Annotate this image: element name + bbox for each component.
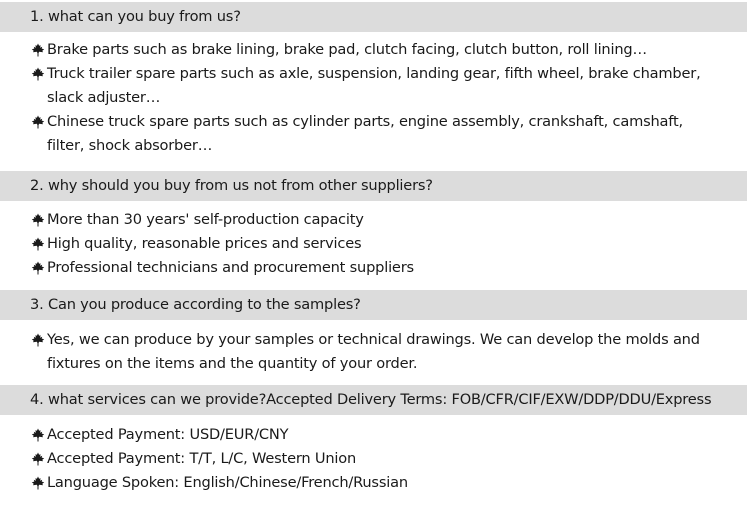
maple-leaf-icon bbox=[31, 67, 45, 81]
faq-question-1: 1. what can you buy from us? bbox=[0, 2, 747, 32]
faq-answer-item bbox=[0, 110, 747, 158]
faq-answers-4 bbox=[0, 423, 747, 495]
faq-answer-item bbox=[0, 232, 747, 256]
faq-question-3: 3. Can you produce according to the samples? bbox=[0, 290, 747, 320]
faq-answers-1 bbox=[0, 38, 747, 158]
faq-answer-item bbox=[0, 208, 747, 232]
faq-answer-item bbox=[0, 423, 747, 447]
faq-answers-2 bbox=[0, 208, 747, 280]
answer-text: Accepted Payment: USD/EUR/CNY bbox=[47, 426, 289, 443]
faq-answer-item bbox=[0, 447, 747, 471]
answer-text: Truck trailer spare parts such as axle, suspension, landing gear, fifth wheel, brake chamber, slack adjuster… bbox=[47, 65, 701, 106]
faq-answer-item bbox=[0, 328, 747, 376]
maple-leaf-icon bbox=[31, 115, 45, 129]
faq-answers-3 bbox=[0, 328, 747, 376]
answer-text: Language Spoken: English/Chinese/French/Russian bbox=[47, 474, 408, 491]
answer-text: High quality, reasonable prices and services bbox=[47, 235, 362, 252]
answer-text: Chinese truck spare parts such as cylinder parts, engine assembly, crankshaft, camshaft, filter, shock absorber… bbox=[47, 113, 683, 154]
answer-text: Professional technicians and procurement suppliers bbox=[47, 259, 414, 276]
faq-question-4: 4. what services can we provide?Accepted Delivery Terms: FOB/CFR/CIF/EXW/DDP/DDU/Express bbox=[0, 385, 747, 415]
maple-leaf-icon bbox=[31, 43, 45, 57]
answer-text: Brake parts such as brake lining, brake pad, clutch facing, clutch button, roll lining… bbox=[47, 41, 647, 58]
faq-question-2: 2. why should you buy from us not from other suppliers? bbox=[0, 171, 747, 201]
maple-leaf-icon bbox=[31, 213, 45, 227]
answer-text: Yes, we can produce by your samples or technical drawings. We can develop the molds and fixtures on the items and the quantity of your order. bbox=[47, 331, 700, 372]
maple-leaf-icon bbox=[31, 237, 45, 251]
faq-answer-item bbox=[0, 256, 747, 280]
maple-leaf-icon bbox=[31, 452, 45, 466]
faq-answer-item bbox=[0, 62, 747, 110]
answer-text: Accepted Payment: T/T, L/C, Western Union bbox=[47, 450, 357, 467]
maple-leaf-icon bbox=[31, 261, 45, 275]
faq-answer-item bbox=[0, 471, 747, 495]
faq-answer-item bbox=[0, 38, 747, 62]
answer-text: More than 30 years' self-production capacity bbox=[47, 211, 364, 228]
maple-leaf-icon bbox=[31, 333, 45, 347]
maple-leaf-icon bbox=[31, 428, 45, 442]
maple-leaf-icon bbox=[31, 476, 45, 490]
